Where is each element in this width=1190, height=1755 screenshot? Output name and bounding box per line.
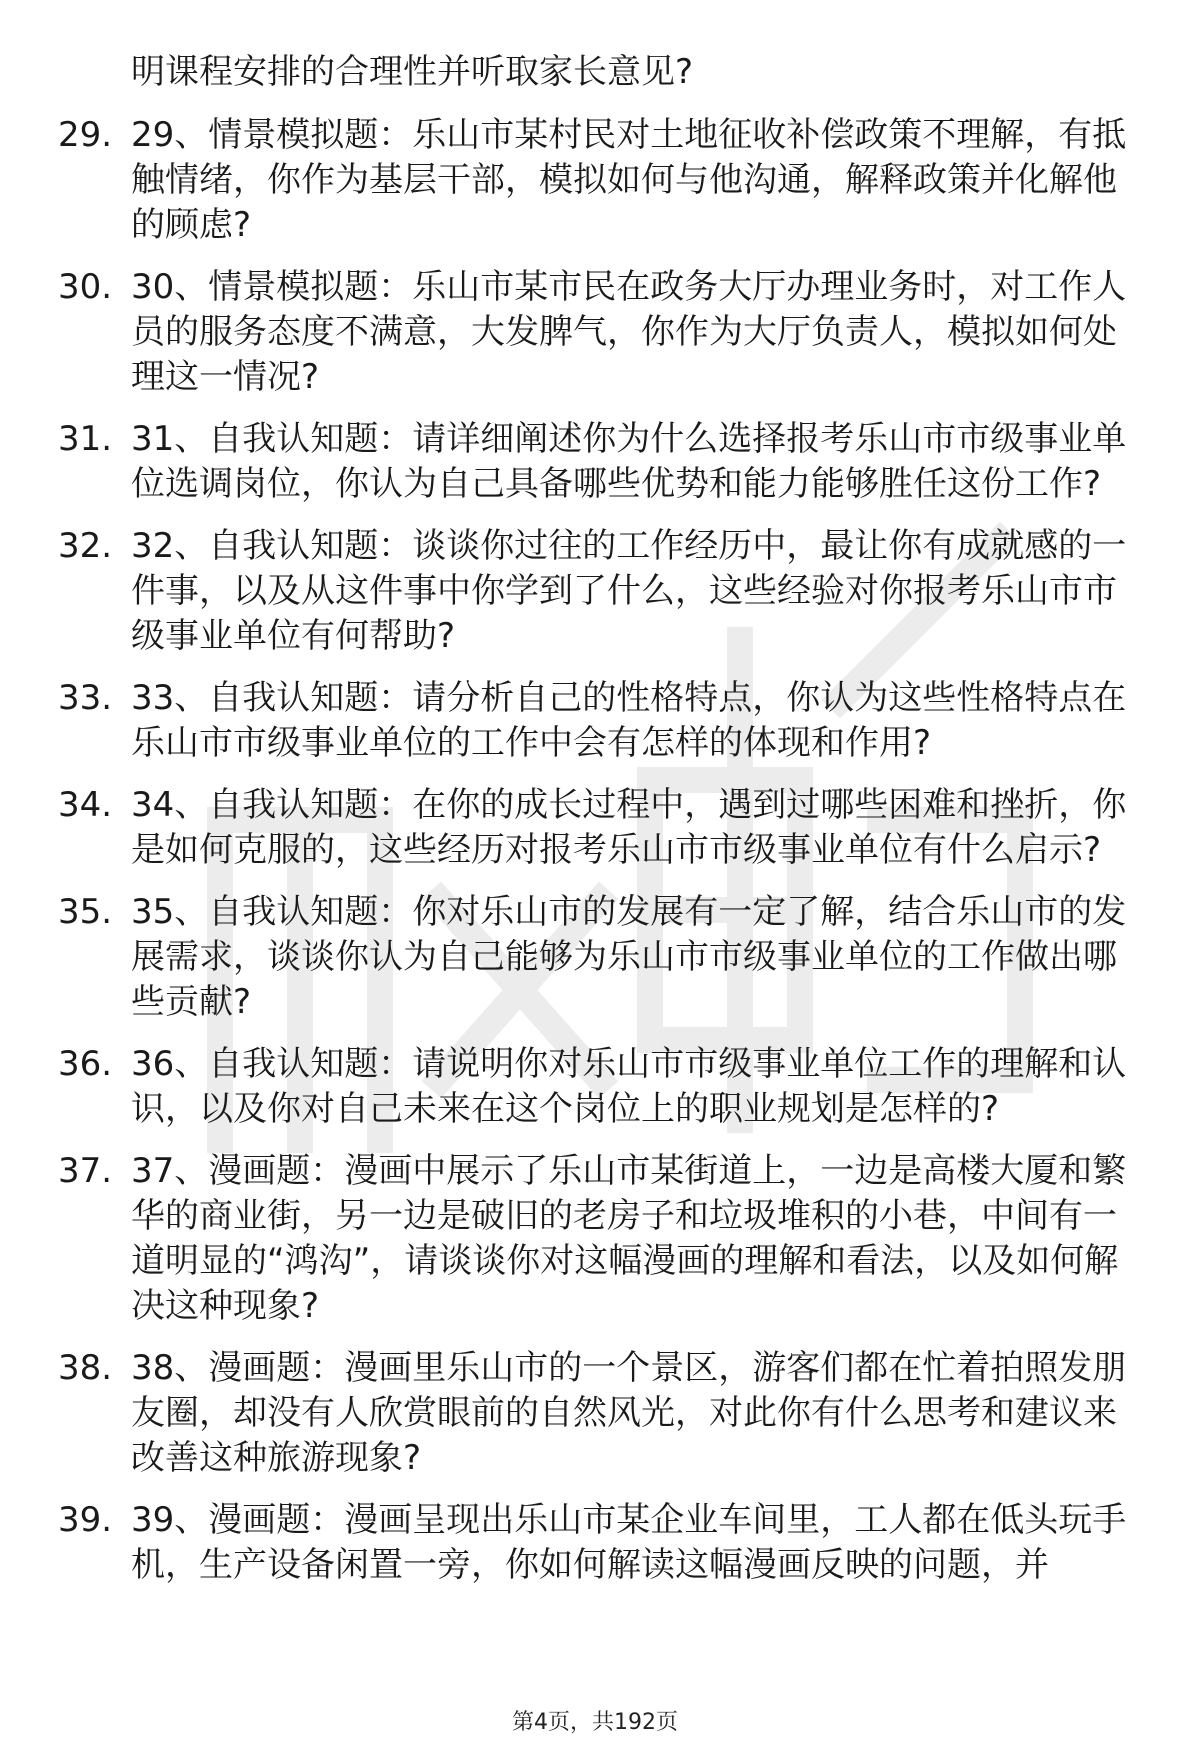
question-item	[0, 1042, 1190, 1132]
question-number: 38.	[58, 1348, 113, 1388]
question-number: 35.	[58, 892, 113, 932]
question-item	[0, 1346, 1190, 1481]
question-item	[0, 113, 1190, 248]
question-text: 31、自我认知题：请详细阐述你为什么选择报考乐山市市级事业单位选调岗位，你认为自己具备哪些优势和能力能够胜任这份工作?	[131, 419, 1127, 504]
question-item	[0, 1149, 1190, 1329]
question-number: 29.	[58, 115, 113, 155]
question-number: 33.	[58, 678, 113, 718]
question-list	[0, 113, 1190, 1605]
question-number: 34.	[58, 785, 113, 825]
question-number: 31.	[58, 419, 113, 459]
question-item	[0, 676, 1190, 766]
question-item	[0, 265, 1190, 400]
question-text: 35、自我认知题：你对乐山市的发展有一定了解，结合乐山市的发展需求，谈谈你认为自己能够为乐山市市级事业单位的工作做出哪些贡献?	[131, 892, 1127, 1022]
question-text: 30、情景模拟题：乐山市某市民在政务大厅办理业务时，对工作人员的服务态度不满意，大发脾气，你作为大厅负责人，模拟如何处理这一情况?	[131, 267, 1127, 397]
question-number: 32.	[58, 526, 113, 566]
page-footer: 第4页，共192页	[512, 1710, 678, 1735]
question-text: 33、自我认知题：请分析自己的性格特点，你认为这些性格特点在乐山市市级事业单位的工作中会有怎样的体现和作用?	[131, 678, 1127, 763]
question-text: 32、自我认知题：谈谈你过往的工作经历中，最让你有成就感的一件事，以及从这件事中你学到了什么，这些经验对你报考乐山市市级事业单位有何帮助?	[131, 526, 1127, 656]
question-text: 38、漫画题：漫画里乐山市的一个景区，游客们都在忙着拍照发朋友圈，却没有人欣赏眼前的自然风光，对此你有什么思考和建议来改善这种旅游现象?	[131, 1348, 1127, 1478]
question-item	[0, 1498, 1190, 1588]
question-item	[0, 783, 1190, 873]
question-item	[0, 417, 1190, 507]
question-number: 37.	[58, 1151, 113, 1191]
question-number: 36.	[58, 1044, 113, 1084]
question-number: 30.	[58, 267, 113, 307]
question-number: 39.	[58, 1500, 113, 1540]
question-text: 29、情景模拟题：乐山市某村民对土地征收补偿政策不理解，有抵触情绪，你作为基层干部，模拟如何与他沟通，解释政策并化解他的顾虑?	[131, 115, 1127, 245]
question-text: 37、漫画题：漫画中展示了乐山市某街道上，一边是高楼大厦和繁华的商业街，另一边是破旧的老房子和垃圾堆积的小巷，中间有一道明显的“鸿沟”，请谈谈你对这幅漫画的理解和看法，以及如何解决这种现象?	[131, 1151, 1127, 1326]
question-text: 39、漫画题：漫画呈现出乐山市某企业车间里，工人都在低头玩手机，生产设备闲置一旁，你如何解读这幅漫画反映的问题，并	[131, 1500, 1127, 1585]
question-item	[0, 524, 1190, 659]
question-text: 36、自我认知题：请说明你对乐山市市级事业单位工作的理解和认识，以及你对自己未来在这个岗位上的职业规划是怎样的?	[131, 1044, 1127, 1129]
question-text: 34、自我认知题：在你的成长过程中，遇到过哪些困难和挫折，你是如何克服的，这些经历对报考乐山市市级事业单位有什么启示?	[131, 785, 1127, 870]
question-item	[0, 890, 1190, 1025]
continuation-text: 明课程安排的合理性并听取家长意见?	[131, 52, 694, 92]
